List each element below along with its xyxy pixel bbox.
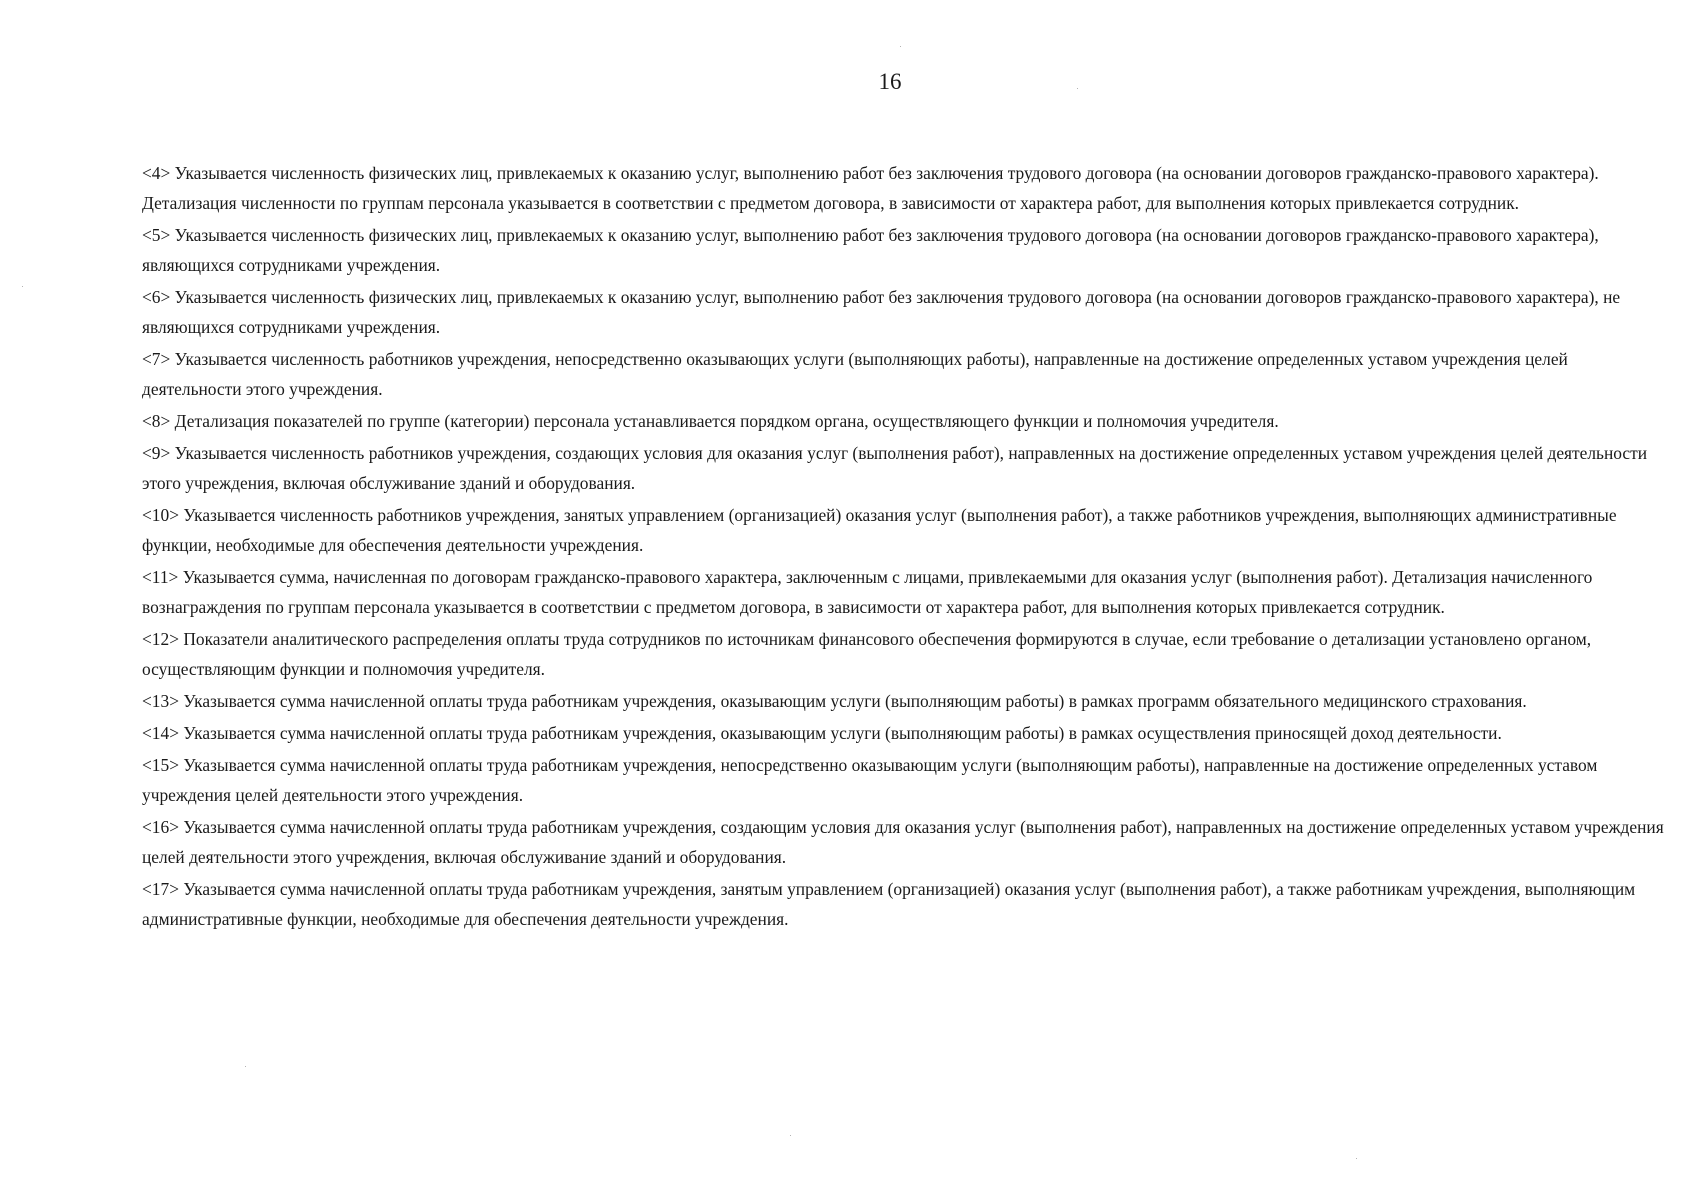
footnote-5: <5> Указывается численность физических лиц, привлекаемых к оказанию услуг, выполнению работ без заключения трудового договора (на основании договоров гражданско-правового характера), являющихся сотрудниками учреждения. — [142, 225, 1599, 275]
footnote-8: <8> Детализация показателей по группе (категории) персонала устанавливается порядком органа, осуществляющего функции и полномочия учредителя. — [142, 411, 1279, 431]
footnote-16: <16> Указывается сумма начисленной оплаты труда работникам учреждения, создающим условия для оказания услуг (выполнения работ), направленных на достижение определенных уставом учреждения целей деятельности этого учреждения, включая обслуживание зданий и оборудования. — [142, 817, 1664, 867]
scan-speck — [22, 286, 23, 287]
scan-speck — [1077, 88, 1078, 89]
footnote-13: <13> Указывается сумма начисленной оплаты труда работникам учреждения, оказывающим услуги (выполняющим работы) в рамках программ обязательного медицинского страхования. — [142, 691, 1527, 711]
footnote-11: <11> Указывается сумма, начисленная по договорам гражданско-правового характера, заключенным с лицами, привлекаемыми для оказания услуг (выполнения работ). Детализация начисленного вознаграждения по группам персонала указывается в соответствии с предметом договора, в зависимости от характера работ, для выполнения которых привлекается сотрудник. — [142, 567, 1593, 617]
footnotes-list — [142, 158, 1667, 936]
scan-speck — [1356, 1158, 1357, 1159]
footnote-9: <9> Указывается численность работников учреждения, создающих условия для оказания услуг (выполнения работ), направленных на достижение определенных уставом учреждения целей деятельности этого учреждения, включая обслуживание зданий и оборудования. — [142, 443, 1648, 493]
footnote-14: <14> Указывается сумма начисленной оплаты труда работникам учреждения, оказывающим услуги (выполняющим работы) в рамках осуществления приносящей доход деятельности. — [142, 723, 1502, 743]
footnote-7: <7> Указывается численность работников учреждения, непосредственно оказывающих услуги (выполняющих работы), направленные на достижение определенных уставом учреждения целей деятельности этого учреждения. — [142, 349, 1568, 399]
scan-speck — [245, 1066, 246, 1067]
page-number: 16 — [878, 69, 902, 94]
footnote-6: <6> Указывается численность физических лиц, привлекаемых к оказанию услуг, выполнению работ без заключения трудового договора (на основании договоров гражданско-правового характера), не являющихся сотрудниками учреждения. — [142, 287, 1621, 337]
scan-speck — [900, 46, 901, 47]
footnote-10: <10> Указывается численность работников учреждения, занятых управлением (организацией) оказания услуг (выполнения работ), а также работников учреждения, выполняющих административные функции, необходимые для обеспечения деятельности учреждения. — [142, 505, 1617, 555]
footnote-4: <4> Указывается численность физических лиц, привлекаемых к оказанию услуг, выполнению работ без заключения трудового договора (на основании договоров гражданско-правового характера). Детализация численности по группам персонала указывается в соответствии с предметом договора, в зависимости от характера работ, для выполнения которых привлекается сотрудник. — [142, 163, 1599, 213]
footnote-12: <12> Показатели аналитического распределения оплаты труда сотрудников по источникам финансового обеспечения формируются в случае, если требование о детализации установлено органом, осуществляющим функции и полномочия учредителя. — [142, 629, 1592, 679]
footnote-15: <15> Указывается сумма начисленной оплаты труда работникам учреждения, непосредственно оказывающим услуги (выполняющим работы), направленные на достижение определенных уставом учреждения целей деятельности этого учреждения. — [142, 755, 1598, 805]
scan-speck — [790, 1135, 791, 1136]
footnote-17: <17> Указывается сумма начисленной оплаты труда работникам учреждения, занятым управлением (организацией) оказания услуг (выполнения работ), а также работникам учреждения, выполняющим административные функции, необходимые для обеспечения деятельности учреждения. — [142, 879, 1636, 929]
